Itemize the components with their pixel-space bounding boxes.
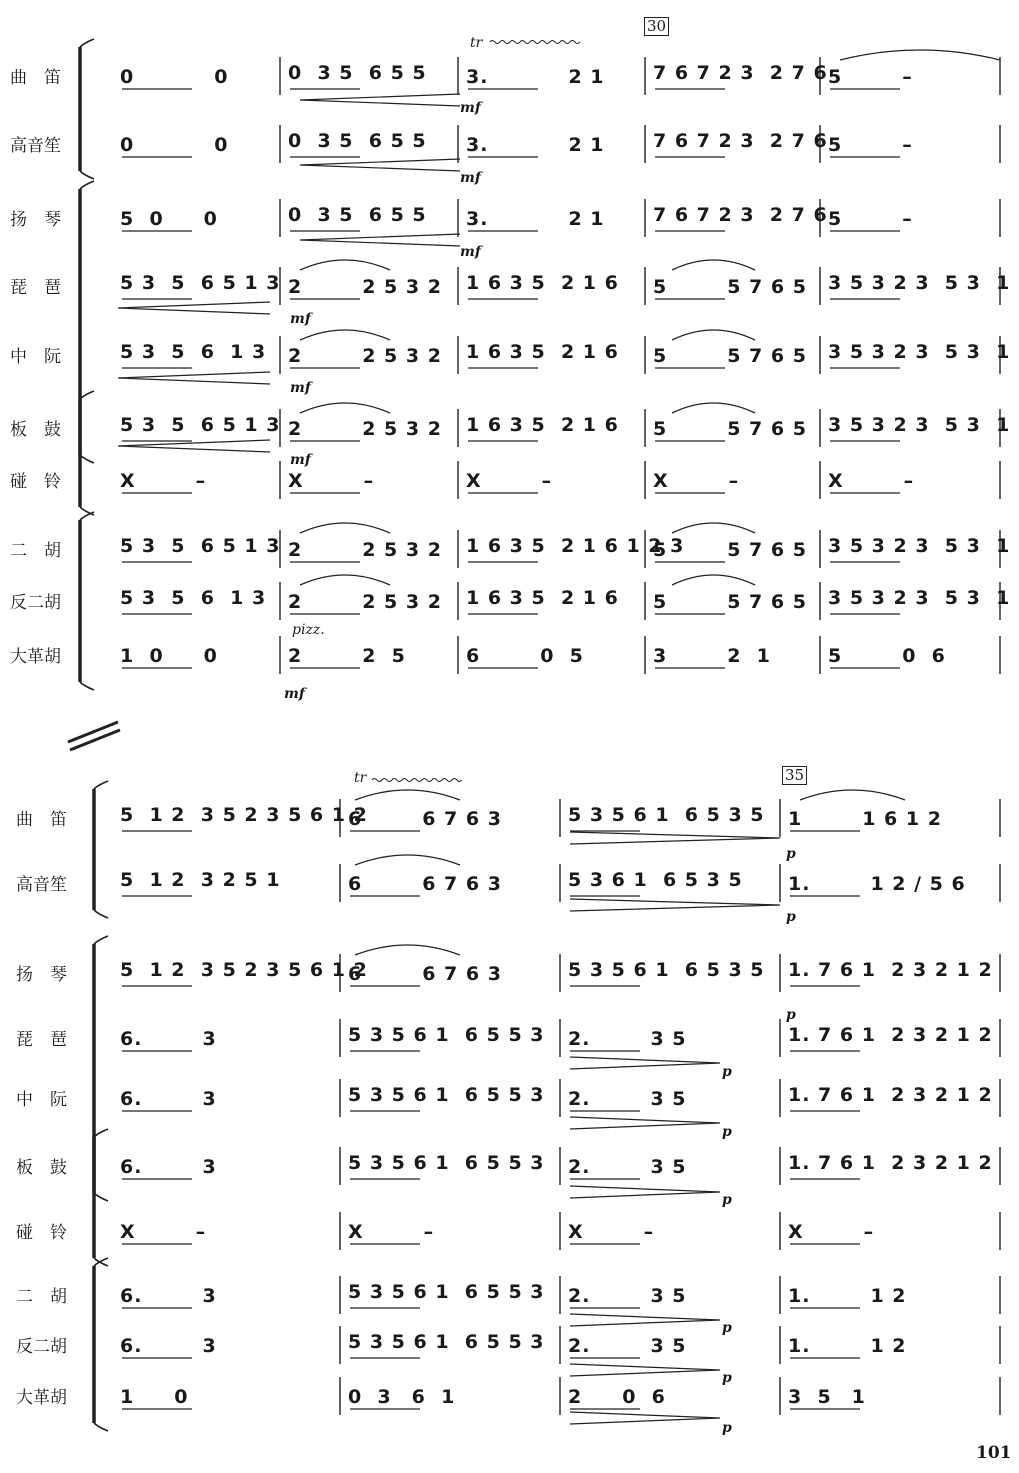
dynamic-mark: p	[786, 1007, 796, 1023]
measure-notation: 0 3 5 6 5 5	[288, 130, 427, 152]
instrument-label: 反二胡	[10, 593, 61, 613]
dynamic-mark: mf	[460, 100, 481, 116]
measure-notation: 2 2 5 3 2	[288, 276, 442, 298]
instrument-label: 二 胡	[16, 1287, 67, 1307]
rehearsal-mark-35: 35	[782, 766, 807, 785]
measure-notation: 6. 3	[120, 1156, 217, 1178]
measure-notation: X –	[788, 1221, 875, 1243]
measure-notation: 1 0 0	[120, 645, 218, 667]
measure-notation: X –	[466, 470, 553, 492]
measure-notation: 5 1 2 3 5 2 3 5 6 1 2	[120, 804, 368, 826]
instrument-label: 中 阮	[10, 347, 61, 367]
measure-notation: 5 0 6	[828, 645, 946, 667]
instrument-label: 琵 琶	[16, 1030, 67, 1050]
measure-notation: 6 6 7 6 3	[348, 963, 502, 985]
measure-notation: 3 5 3 2 3 5 3 1	[828, 341, 1011, 363]
measure-notation: 3. 2 1	[466, 208, 605, 230]
measure-notation: 5 3 5 6 1 6 5 5 3	[348, 1084, 545, 1106]
measure-notation: X –	[120, 1221, 207, 1243]
measure-notation: 6 6 7 6 3	[348, 808, 502, 830]
dynamic-mark: p	[722, 1320, 732, 1336]
measure-notation: 5 3 5 6 1 3	[120, 587, 267, 609]
measure-notation: 5 0 0	[120, 208, 218, 230]
measure-notation: 6. 3	[120, 1028, 217, 1050]
measure-notation: 6. 3	[120, 1088, 217, 1110]
measure-notation: X –	[653, 470, 740, 492]
measure-notation: 5 5 7 6 5	[653, 418, 807, 440]
dynamic-mark: mf	[290, 452, 311, 468]
measure-notation: 5 3 5 6 5 1 3	[120, 414, 281, 436]
instrument-label: 曲 笛	[16, 810, 67, 830]
measure-notation: 5 3 6 1 6 5 3 5	[568, 869, 743, 891]
instrument-label: 琵 琶	[10, 278, 61, 298]
measure-notation: 2 2 5 3 2	[288, 345, 442, 367]
measure-notation: 5 3 5 6 1 6 5 5 3	[348, 1152, 545, 1174]
dynamic-mark: p	[786, 909, 796, 925]
measure-notation: 0 3 6 1	[348, 1386, 456, 1408]
dynamic-mark: p	[722, 1064, 732, 1080]
measure-notation: 3 5 1	[788, 1386, 866, 1408]
dynamic-mark: mf	[284, 686, 305, 702]
measure-notation: 5 3 5 6 1 6 5 3 5	[568, 959, 765, 981]
measure-notation: 5 5 7 6 5	[653, 345, 807, 367]
measure-notation: 5 5 7 6 5	[653, 276, 807, 298]
measure-notation: 1 6 3 5 2 1 6 1 2 3	[466, 535, 685, 557]
measure-notation: 5 1 2 3 2 5 1	[120, 869, 281, 891]
instrument-label: 高音笙	[10, 136, 61, 156]
measure-notation: 1 6 3 5 2 1 6	[466, 414, 619, 436]
instrument-label: 扬 琴	[16, 965, 67, 985]
instrument-label: 高音笙	[16, 875, 67, 895]
instrument-label: 曲 笛	[10, 68, 61, 88]
instrument-label: 扬 琴	[10, 210, 61, 230]
measure-notation: 2. 3 5	[568, 1335, 687, 1357]
dynamic-mark: p	[722, 1192, 732, 1208]
instrument-label: 碰 铃	[16, 1223, 67, 1243]
measure-notation: 1. 1 2 / 5 6	[788, 873, 966, 895]
dynamic-mark: mf	[460, 244, 481, 260]
measure-notation: 7 6 7 2 3 2 7 6	[653, 62, 828, 84]
measure-notation: 2. 3 5	[568, 1285, 687, 1307]
measure-notation: 5 3 5 6 5 1 3	[120, 272, 281, 294]
measure-notation: 1 6 3 5 2 1 6	[466, 272, 619, 294]
measure-notation: 1. 7 6 1 2 3 2 1 2	[788, 959, 993, 981]
measure-notation: 6. 3	[120, 1285, 217, 1307]
instrument-label: 大革胡	[10, 647, 61, 667]
measure-notation: 5 1 2 3 5 2 3 5 6 1 2	[120, 959, 368, 981]
instrument-label: 二 胡	[10, 541, 61, 561]
dynamic-mark: p	[786, 846, 796, 862]
measure-notation: 1 6 3 5 2 1 6	[466, 341, 619, 363]
measure-notation: 5 –	[828, 208, 913, 230]
measure-notation: X –	[348, 1221, 435, 1243]
measure-notation: 1. 1 2	[788, 1285, 907, 1307]
measure-notation: 3 2 1	[653, 645, 771, 667]
measure-notation: 5 3 5 6 5 1 3	[120, 535, 281, 557]
measure-notation: 5 –	[828, 66, 913, 88]
measure-notation: 0 0	[120, 134, 229, 156]
measure-notation: 6 6 7 6 3	[348, 873, 502, 895]
dynamic-mark: mf	[460, 170, 481, 186]
measure-notation: 1. 7 6 1 2 3 2 1 2	[788, 1084, 993, 1106]
measure-notation: 5 3 5 6 1 6 5 3 5	[568, 804, 765, 826]
measure-notation: 5 3 5 6 1 6 5 5 3	[348, 1024, 545, 1046]
rehearsal-mark-30: 30	[644, 17, 669, 36]
measure-notation: 1. 7 6 1 2 3 2 1 2	[788, 1024, 993, 1046]
measure-notation: 0 3 5 6 5 5	[288, 62, 427, 84]
measure-notation: 2. 3 5	[568, 1156, 687, 1178]
instrument-label: 板 鼓	[16, 1158, 67, 1178]
measure-notation: 3. 2 1	[466, 134, 605, 156]
measure-notation: 7 6 7 2 3 2 7 6	[653, 204, 828, 226]
instrument-label: 大革胡	[16, 1388, 67, 1408]
measure-notation: 2 2 5 3 2	[288, 591, 442, 613]
dynamic-mark: p	[722, 1370, 732, 1386]
measure-notation: 5 3 5 6 1 6 5 5 3	[348, 1331, 545, 1353]
trill-mark: tr	[354, 770, 367, 786]
measure-notation: X –	[568, 1221, 655, 1243]
measure-notation: 1 0	[120, 1386, 189, 1408]
measure-notation: 0 3 5 6 5 5	[288, 204, 427, 226]
measure-notation: 0 0	[120, 66, 229, 88]
dynamic-mark: mf	[290, 380, 311, 396]
trill-mark: tr	[470, 35, 483, 51]
measure-notation: 3. 2 1	[466, 66, 605, 88]
measure-notation: 5 5 7 6 5	[653, 539, 807, 561]
dynamic-mark: p	[722, 1124, 732, 1140]
measure-notation: X –	[120, 470, 207, 492]
measure-notation: X –	[288, 470, 375, 492]
measure-notation: 3 5 3 2 3 5 3 1	[828, 587, 1011, 609]
measure-notation: 5 3 5 6 1 6 5 5 3	[348, 1281, 545, 1303]
measure-notation: 1. 1 2	[788, 1335, 907, 1357]
dynamic-mark: mf	[290, 311, 311, 327]
measure-notation: 5 5 7 6 5	[653, 591, 807, 613]
measure-notation: 5 –	[828, 134, 913, 156]
instrument-label: 碰 铃	[10, 472, 61, 492]
instrument-label: 板 鼓	[10, 420, 61, 440]
page-number: 101	[976, 1443, 1012, 1463]
instrument-label: 中 阮	[16, 1090, 67, 1110]
measure-notation: 6 0 5	[466, 645, 584, 667]
measure-notation: 1 6 3 5 2 1 6	[466, 587, 619, 609]
measure-notation: 2 2 5	[288, 645, 406, 667]
measure-notation: 1 1 6 1 2	[788, 808, 942, 830]
measure-notation: 2 2 5 3 2	[288, 418, 442, 440]
dynamic-mark: p	[722, 1420, 732, 1436]
measure-notation: 2. 3 5	[568, 1088, 687, 1110]
measure-notation: 1. 7 6 1 2 3 2 1 2	[788, 1152, 993, 1174]
instrument-label: 反二胡	[16, 1337, 67, 1357]
measure-notation: 2. 3 5	[568, 1028, 687, 1050]
measure-notation: 6. 3	[120, 1335, 217, 1357]
measure-notation: 2 2 5 3 2	[288, 539, 442, 561]
measure-notation: 3 5 3 2 3 5 3 1	[828, 535, 1011, 557]
pizz-mark: pizz.	[292, 622, 325, 638]
measure-notation: X –	[828, 470, 915, 492]
measure-notation: 3 5 3 2 3 5 3 1	[828, 272, 1011, 294]
measure-notation: 3 5 3 2 3 5 3 1	[828, 414, 1011, 436]
measure-notation: 5 3 5 6 1 3	[120, 341, 267, 363]
measure-notation: 2 0 6	[568, 1386, 666, 1408]
measure-notation: 7 6 7 2 3 2 7 6	[653, 130, 828, 152]
